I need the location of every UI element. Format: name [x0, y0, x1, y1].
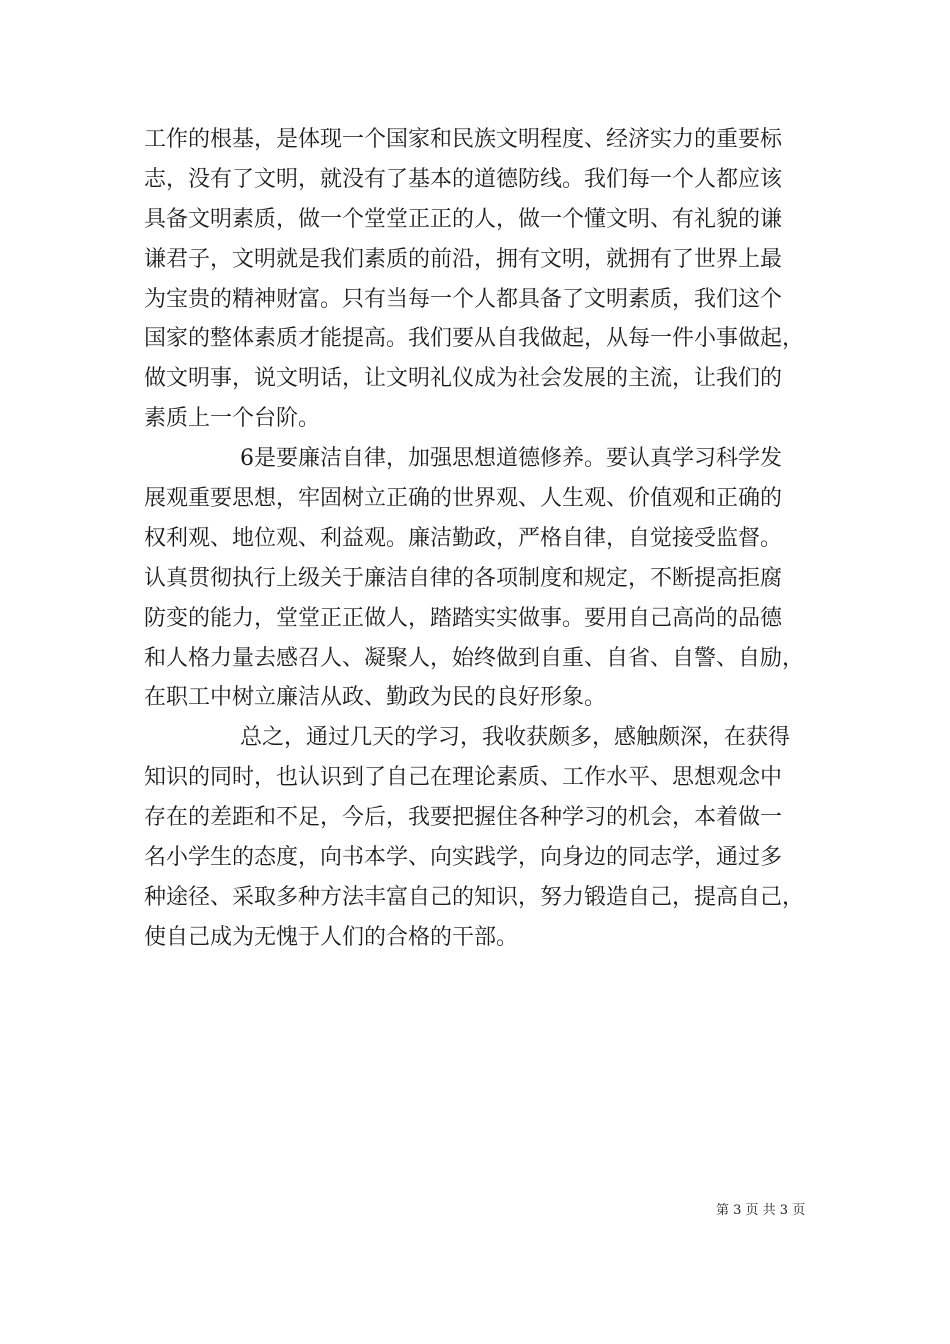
text-line: 工作的根基，是体现一个国家和民族文明程度、经济实力的重要标	[144, 127, 783, 152]
text-line: 权利观、地位观、利益观。廉洁勤政，严格自律，自觉接受监督。	[144, 525, 783, 551]
text-line: 谦君子，文明就是我们素质的前沿，拥有文明，就拥有了世界上最	[144, 246, 783, 272]
text-line-indented: 总之，通过几天的学习，我收获颇多，感触颇深，在获得	[240, 725, 791, 751]
text-line: 在职工中树立廉洁从政、勤政为民的良好形象。	[144, 685, 607, 711]
paragraph-2	[144, 439, 824, 718]
text-line: 和人格力量去感召人、凝聚人，始终做到自重、自省、自警、自励，	[144, 645, 805, 671]
paragraph-3	[144, 718, 824, 957]
text-line: 志，没有了文明，就没有了基本的道德防线。我们每一个人都应该	[144, 166, 783, 192]
text-line: 存在的差距和不足，今后，我要把握住各种学习的机会，本着做一	[144, 805, 783, 831]
text-line: 展观重要思想，牢固树立正确的世界观、人生观、价值观和正确的	[144, 486, 783, 512]
document-body	[144, 120, 824, 958]
text-line: 素质上一个台阶。	[144, 406, 321, 432]
text-line: 为宝贵的精神财富。只有当每一个人都具备了文明素质，我们这个	[144, 286, 783, 312]
text-line: 认真贯彻执行上级关于廉洁自律的各项制度和规定，不断提高拒腐	[144, 565, 783, 591]
text-line: 使自己成为无愧于人们的合格的干部。	[144, 924, 519, 950]
text-line: 名小学生的态度，向书本学、向实践学，向身边的同志学，通过多	[144, 845, 783, 871]
text-line: 国家的整体素质才能提高。我们要从自我做起，从每一件小事做起，	[144, 326, 805, 352]
text-line: 做文明事，说文明话，让文明礼仪成为社会发展的主流，让我们的	[144, 366, 783, 392]
page-number: 第 3 页 共 3 页	[716, 1203, 806, 1218]
text-line: 具备文明素质，做一个堂堂正正的人，做一个懂文明、有礼貌的谦	[144, 206, 783, 232]
text-line: 防变的能力，堂堂正正做人，踏踏实实做事。要用自己高尚的品德	[144, 605, 783, 631]
text-line: 种途径、采取多种方法丰富自己的知识，努力锻造自己，提高自己，	[144, 884, 805, 910]
paragraph-1	[144, 120, 824, 439]
text-line: 知识的同时，也认识到了自己在理论素质、工作水平、思想观念中	[144, 765, 783, 791]
text-line-indented: 6是要廉洁自律，加强思想道德修养。要认真学习科学发	[240, 446, 782, 472]
